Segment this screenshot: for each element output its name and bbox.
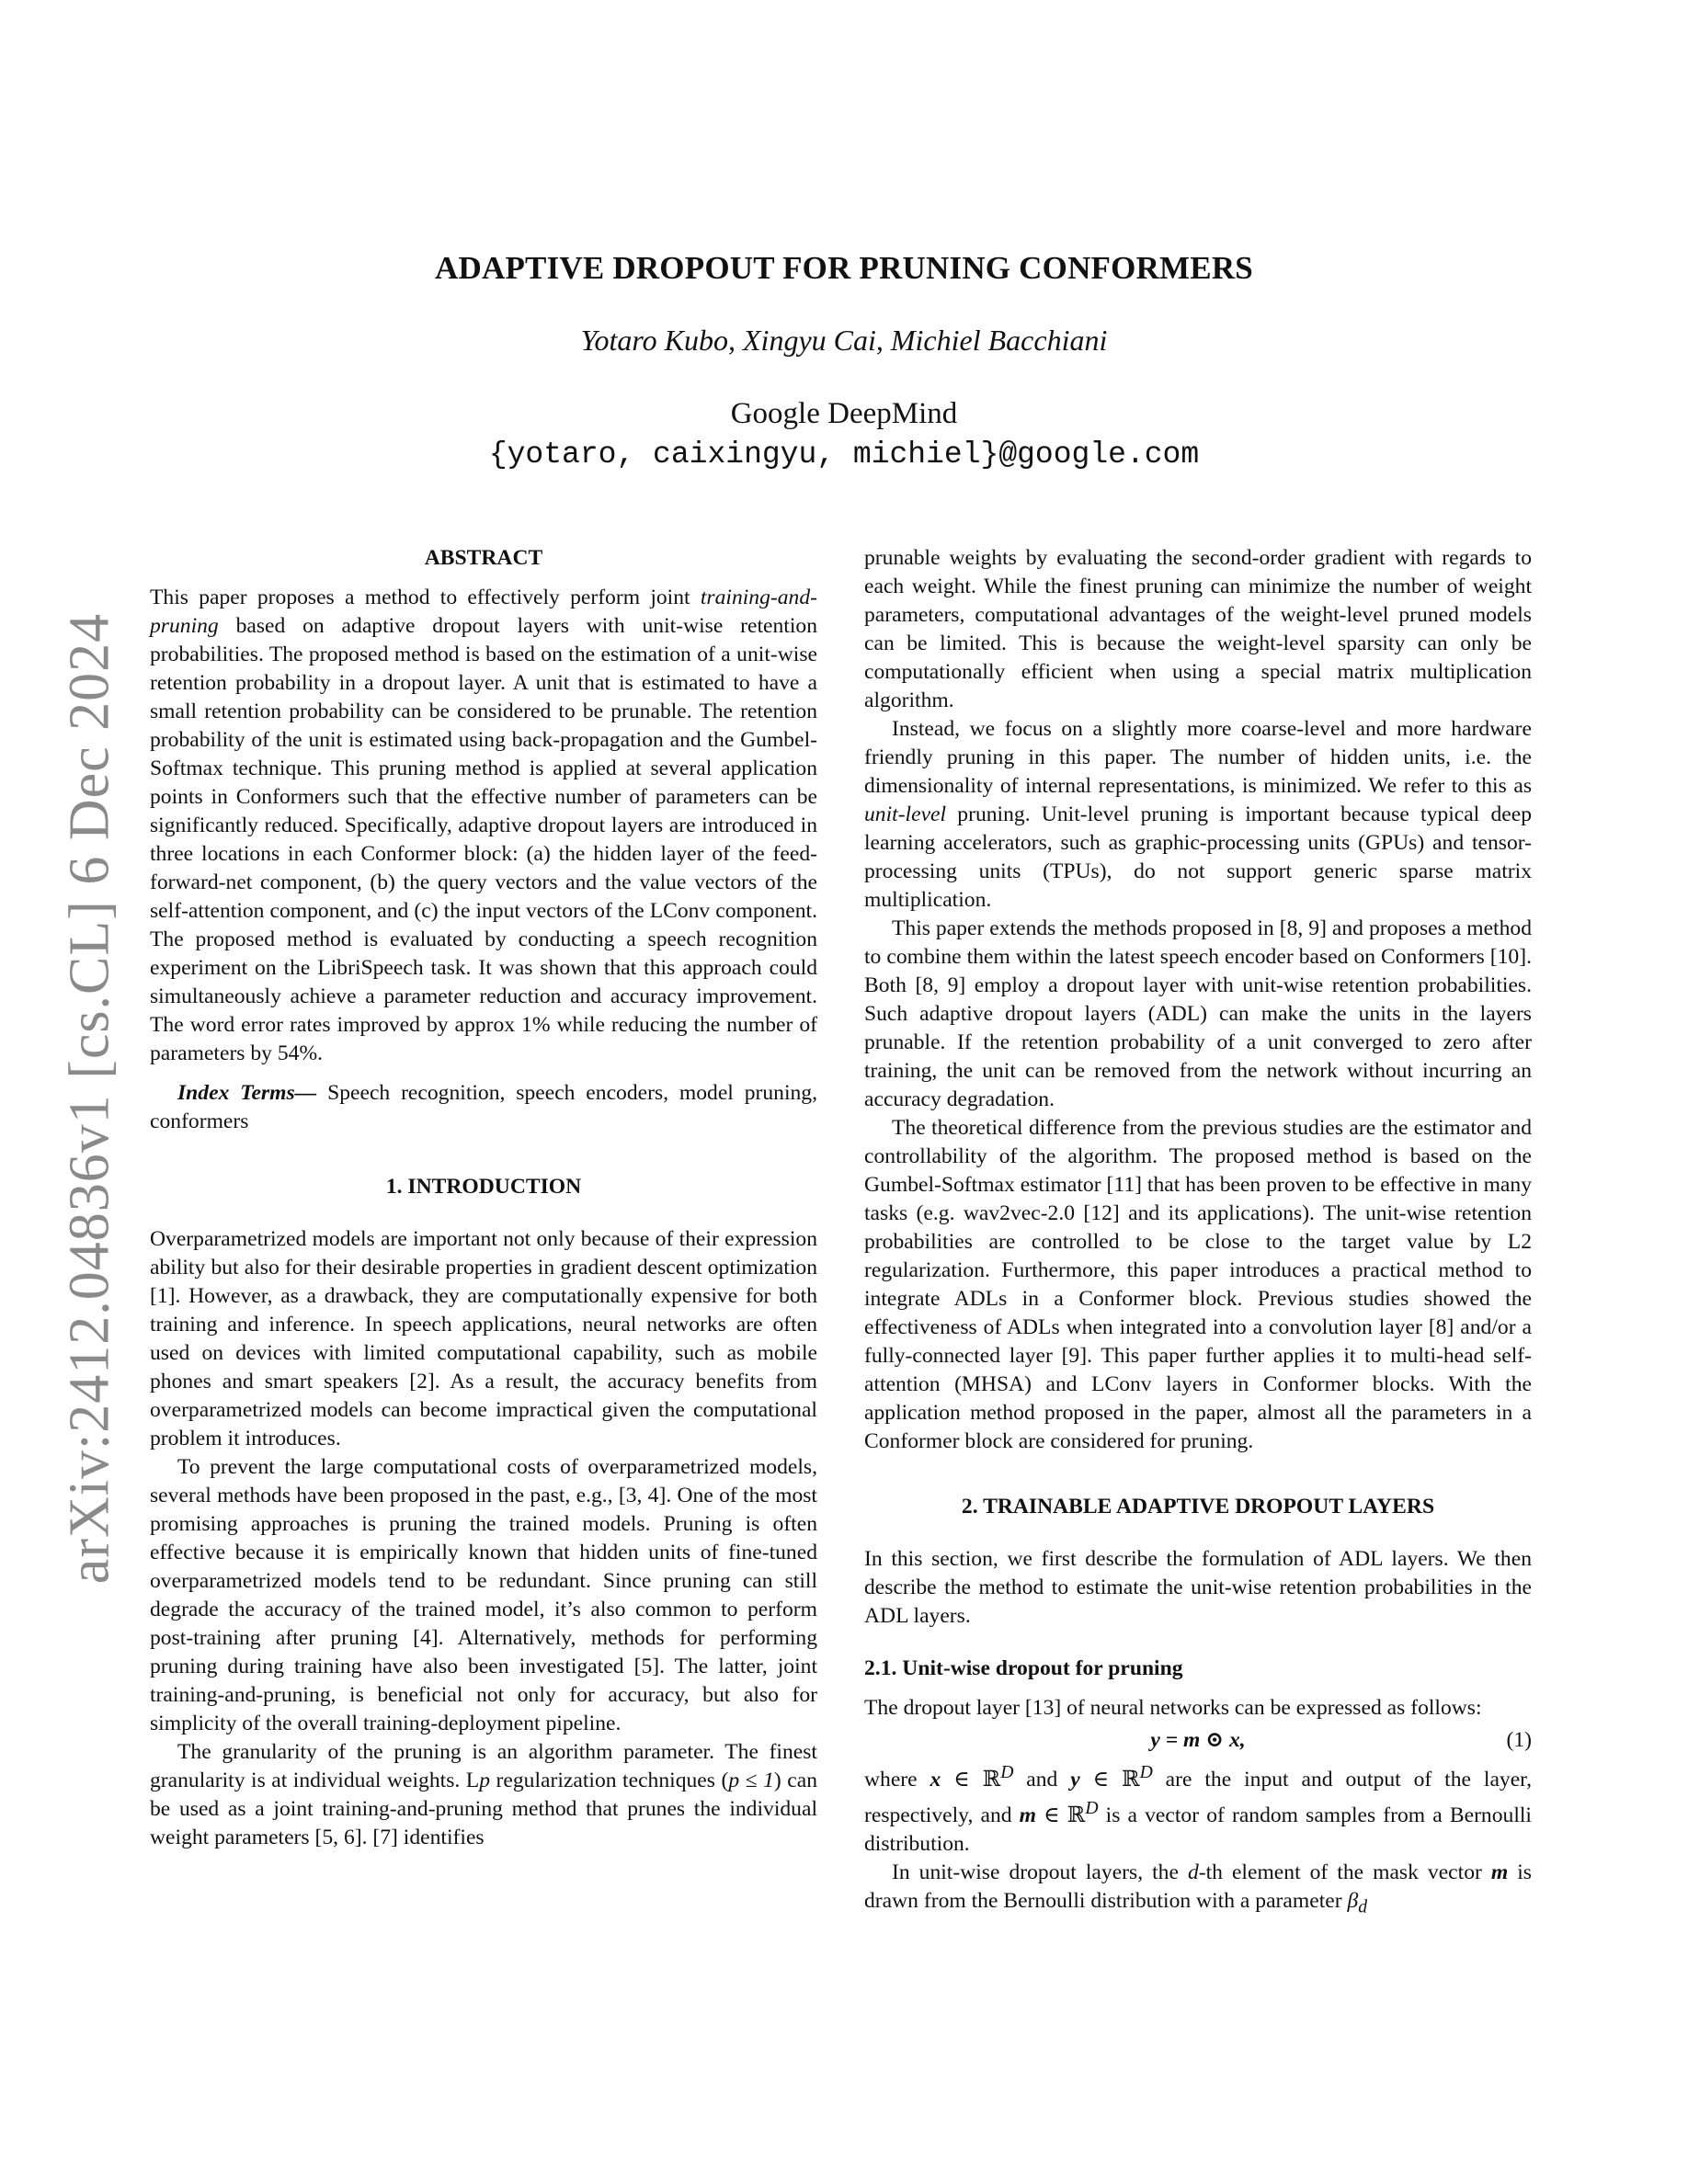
intro-r2-a: Instead, we focus on a slightly more coarse-level and more hardware friendly pruning in this paper. The number of hidden units, i.e. the dimensionality of internal representations, is minimized. We refer to this as bbox=[864, 717, 1532, 798]
paper-title: ADAPTIVE DROPOUT FOR PRUNING CONFORMERS bbox=[435, 250, 1253, 286]
arxiv-stamp: arXiv:2412.04836v1 [cs.CL] 6 Dec 2024 bbox=[58, 612, 121, 1585]
equation-1-number: (1) bbox=[1506, 1728, 1532, 1752]
section-1-heading: 1. INTRODUCTION bbox=[385, 1175, 582, 1199]
index-terms-label: Index Terms— bbox=[177, 1081, 317, 1105]
subsection-2-1-heading: 2.1. Unit-wise dropout for pruning bbox=[864, 1656, 1183, 1680]
index-terms bbox=[150, 1079, 817, 1136]
intro-p3-cond: p ≤ 1 bbox=[728, 1769, 774, 1792]
intro-paragraph-1: Overparametrized models are important not only because of their expression ability but also for their desirable properties in gradient descent optimization [1]. However, as a drawback, they are computationally expensive for both training and inference. In speech applications, neural networks are often used on devices with limited computational capability, such as mobile phones and smart speakers [2]. As a result, the accuracy benefits from overparametrized models can become impractical given the computational problem it introduces. bbox=[150, 1227, 817, 1450]
intro-paragraph-4: prunable weights by evaluating the second-order gradient with regards to each weight. While the finest pruning can minimize the number of weight parameters, computational advantages of the weight-level pruned models can be limited. This is because the weight-level sparsity can only be computationally efficient when using a special matrix multiplication algorithm. bbox=[864, 546, 1532, 712]
symbol-x: x bbox=[930, 1767, 941, 1792]
abstract-body: based on adaptive dropout layers with unit-wise retention probabilities. The proposed method is based on the estimation of a unit-wise retention probability in a dropout layer. A unit that is estimated to have a small retention probability can be considered to be prunable. The retention probability of the unit is estimated using back-propagation and the Gumbel-Softmax technique. This pruning method is applied at several application points in Conformers such that the effective number of parameters can be significantly reduced. Specifically, adaptive dropout layers are introduced in three locations in each Conformer block: (a) the hidden layer of the feed-forward-net component, (b) the query vectors and the value vectors of the self-attention component, and (c) the input vectors of the LConv component. The proposed method is evaluated by conducting a speech recognition experiment on the LibriSpeech task. It was shown that this approach could simultaneously achieve a parameter reduction and accuracy improvement. The word error rates improved by approx 1% while reducing the number of parameters by 54%. bbox=[150, 614, 817, 1065]
section-2-heading: 2. TRAINABLE ADAPTIVE DROPOUT LAYERS bbox=[961, 1495, 1435, 1519]
intro-p3-p: p bbox=[479, 1769, 491, 1792]
intro-p3-c: ) can be used as a joint training-and-pruning method that prunes the individual weight parameters [5, 6]. [7] identifies bbox=[150, 1769, 817, 1849]
intro-paragraph-3 bbox=[150, 1738, 817, 1852]
left-column bbox=[150, 544, 817, 1852]
last-text: is drawn from the Bernoulli distribution with a parameter bbox=[864, 1860, 1532, 1913]
where-text: is a vector of random samples from a Bernoulli distribution. bbox=[864, 1803, 1532, 1856]
equation-1-explanation bbox=[864, 1758, 1532, 1859]
affiliation: Google DeepMind bbox=[730, 397, 958, 430]
section-2-intro: In this section, we first describe the formulation of ADL layers. We then describe the method to estimate the unit-wise retention probabilities in the ADL layers. bbox=[864, 1547, 1532, 1628]
subscript-d: d bbox=[1358, 1896, 1368, 1917]
last-text: -th element of the mask vector bbox=[1198, 1860, 1491, 1884]
subsection-2-1-paragraph: The dropout layer [13] of neural networks can be expressed as follows: bbox=[864, 1696, 1482, 1720]
intro-paragraph-7: The theoretical difference from the previous studies are the estimator and controllability of the algorithm. The proposed method is based on the Gumbel-Softmax estimator [11] that has been proven to be effective in many tasks (e.g. wav2vec-2.0 [12] and its applications). The unit-wise retention probabilities are controlled to be close to the target value by L2 regularization. Furthermore, this paper introduces a practical method to integrate ADLs in a Conformer block. Previous studies showed the effectiveness of ADLs when integrated into a convolution layer [8] and/or a fully-connected layer [9]. This paper further applies it to multi-head self-attention (MHSA) and LConv layers in Conformer blocks. With the application method proposed in the paper, almost all the parameters in a Conformer block are considered for pruning. bbox=[864, 1116, 1532, 1453]
intro-r2-emphasis: unit-level bbox=[864, 802, 947, 826]
intro-paragraph-6: This paper extends the methods proposed in [8, 9] and proposes a method to combine them within the latest speech encoder based on Conformers [10]. Both [8, 9] employ a dropout layer with unit-wise retention probabilities. Such adaptive dropout layers (ADL) can make the units in the layers prunable. If the retention probability of a unit converged to zero after training, the unit can be removed from the network without incurring an accuracy degradation. bbox=[864, 916, 1532, 1111]
abstract-emphasis: training-and-pruning bbox=[150, 586, 817, 638]
symbol-beta: β bbox=[1347, 1888, 1359, 1913]
intro-p3-b: regularization techniques ( bbox=[490, 1769, 729, 1792]
where-text: ∈ ℝ bbox=[1036, 1803, 1086, 1827]
abstract-lead: This paper proposes a method to effectively perform joint bbox=[150, 586, 701, 609]
symbol-d: d bbox=[1187, 1860, 1199, 1884]
intro-r2-b: pruning. Unit-level pruning is important because typical deep learning accelerators, such as graphic-processing units (GPUs) and tensor-processing units (TPUs), do not support generic sparse matrix multiplication. bbox=[864, 802, 1532, 912]
intro-paragraph-5 bbox=[864, 715, 1532, 915]
superscript-d: D bbox=[1000, 1762, 1014, 1782]
unit-wise-dropout-paragraph bbox=[864, 1859, 1532, 1922]
symbol-m: m bbox=[1019, 1803, 1037, 1827]
intro-p3-a: The granularity of the pruning is an algorithm parameter. The finest granularity is at individual weights. L bbox=[150, 1740, 817, 1792]
authors: Yotaro Kubo, Xingyu Cai, Michiel Bacchiani bbox=[580, 324, 1108, 357]
intro-paragraph-2: To prevent the large computational costs of overparametrized models, several methods have been proposed in the past, e.g., [3, 4]. One of the most promising approaches is pruning the trained models. Pruning is often effective because it is empirically known that hidden units of fine-tuned overparametrized models tend to be redundant. Since pruning can still degrade the accuracy of the trained model, it’s also common to perform post-training after pruning [4]. Alternatively, methods for performing pruning during training have also been investigated [5]. The latter, joint training-and-pruning, is beneficial not only for accuracy, but also for simplicity of the overall training-deployment pipeline. bbox=[150, 1455, 817, 1735]
last-text: In unit-wise dropout layers, the bbox=[892, 1860, 1188, 1884]
abstract-heading: ABSTRACT bbox=[424, 546, 543, 570]
superscript-d: D bbox=[1139, 1762, 1153, 1782]
equation-1 bbox=[864, 1726, 1532, 1755]
where-text: are the input and output of the layer, respectively, and bbox=[864, 1767, 1532, 1827]
where-text: ∈ ℝ bbox=[1079, 1767, 1140, 1792]
superscript-d: D bbox=[1085, 1797, 1099, 1818]
right-column bbox=[864, 544, 1532, 1921]
equation-1-body: y = m ⊙ x, bbox=[1150, 1728, 1246, 1752]
where-text: ∈ ℝ bbox=[941, 1767, 1001, 1792]
symbol-m: m bbox=[1490, 1860, 1509, 1884]
where-text: where bbox=[864, 1767, 930, 1792]
index-terms-text: Speech recognition, speech encoders, model pruning, conformers bbox=[150, 1081, 818, 1133]
where-text: and bbox=[1013, 1767, 1071, 1792]
symbol-y: y bbox=[1070, 1767, 1080, 1792]
abstract-paragraph bbox=[150, 584, 817, 1068]
author-emails: {yotaro, caixingyu, michiel}@google.com bbox=[488, 438, 1200, 472]
